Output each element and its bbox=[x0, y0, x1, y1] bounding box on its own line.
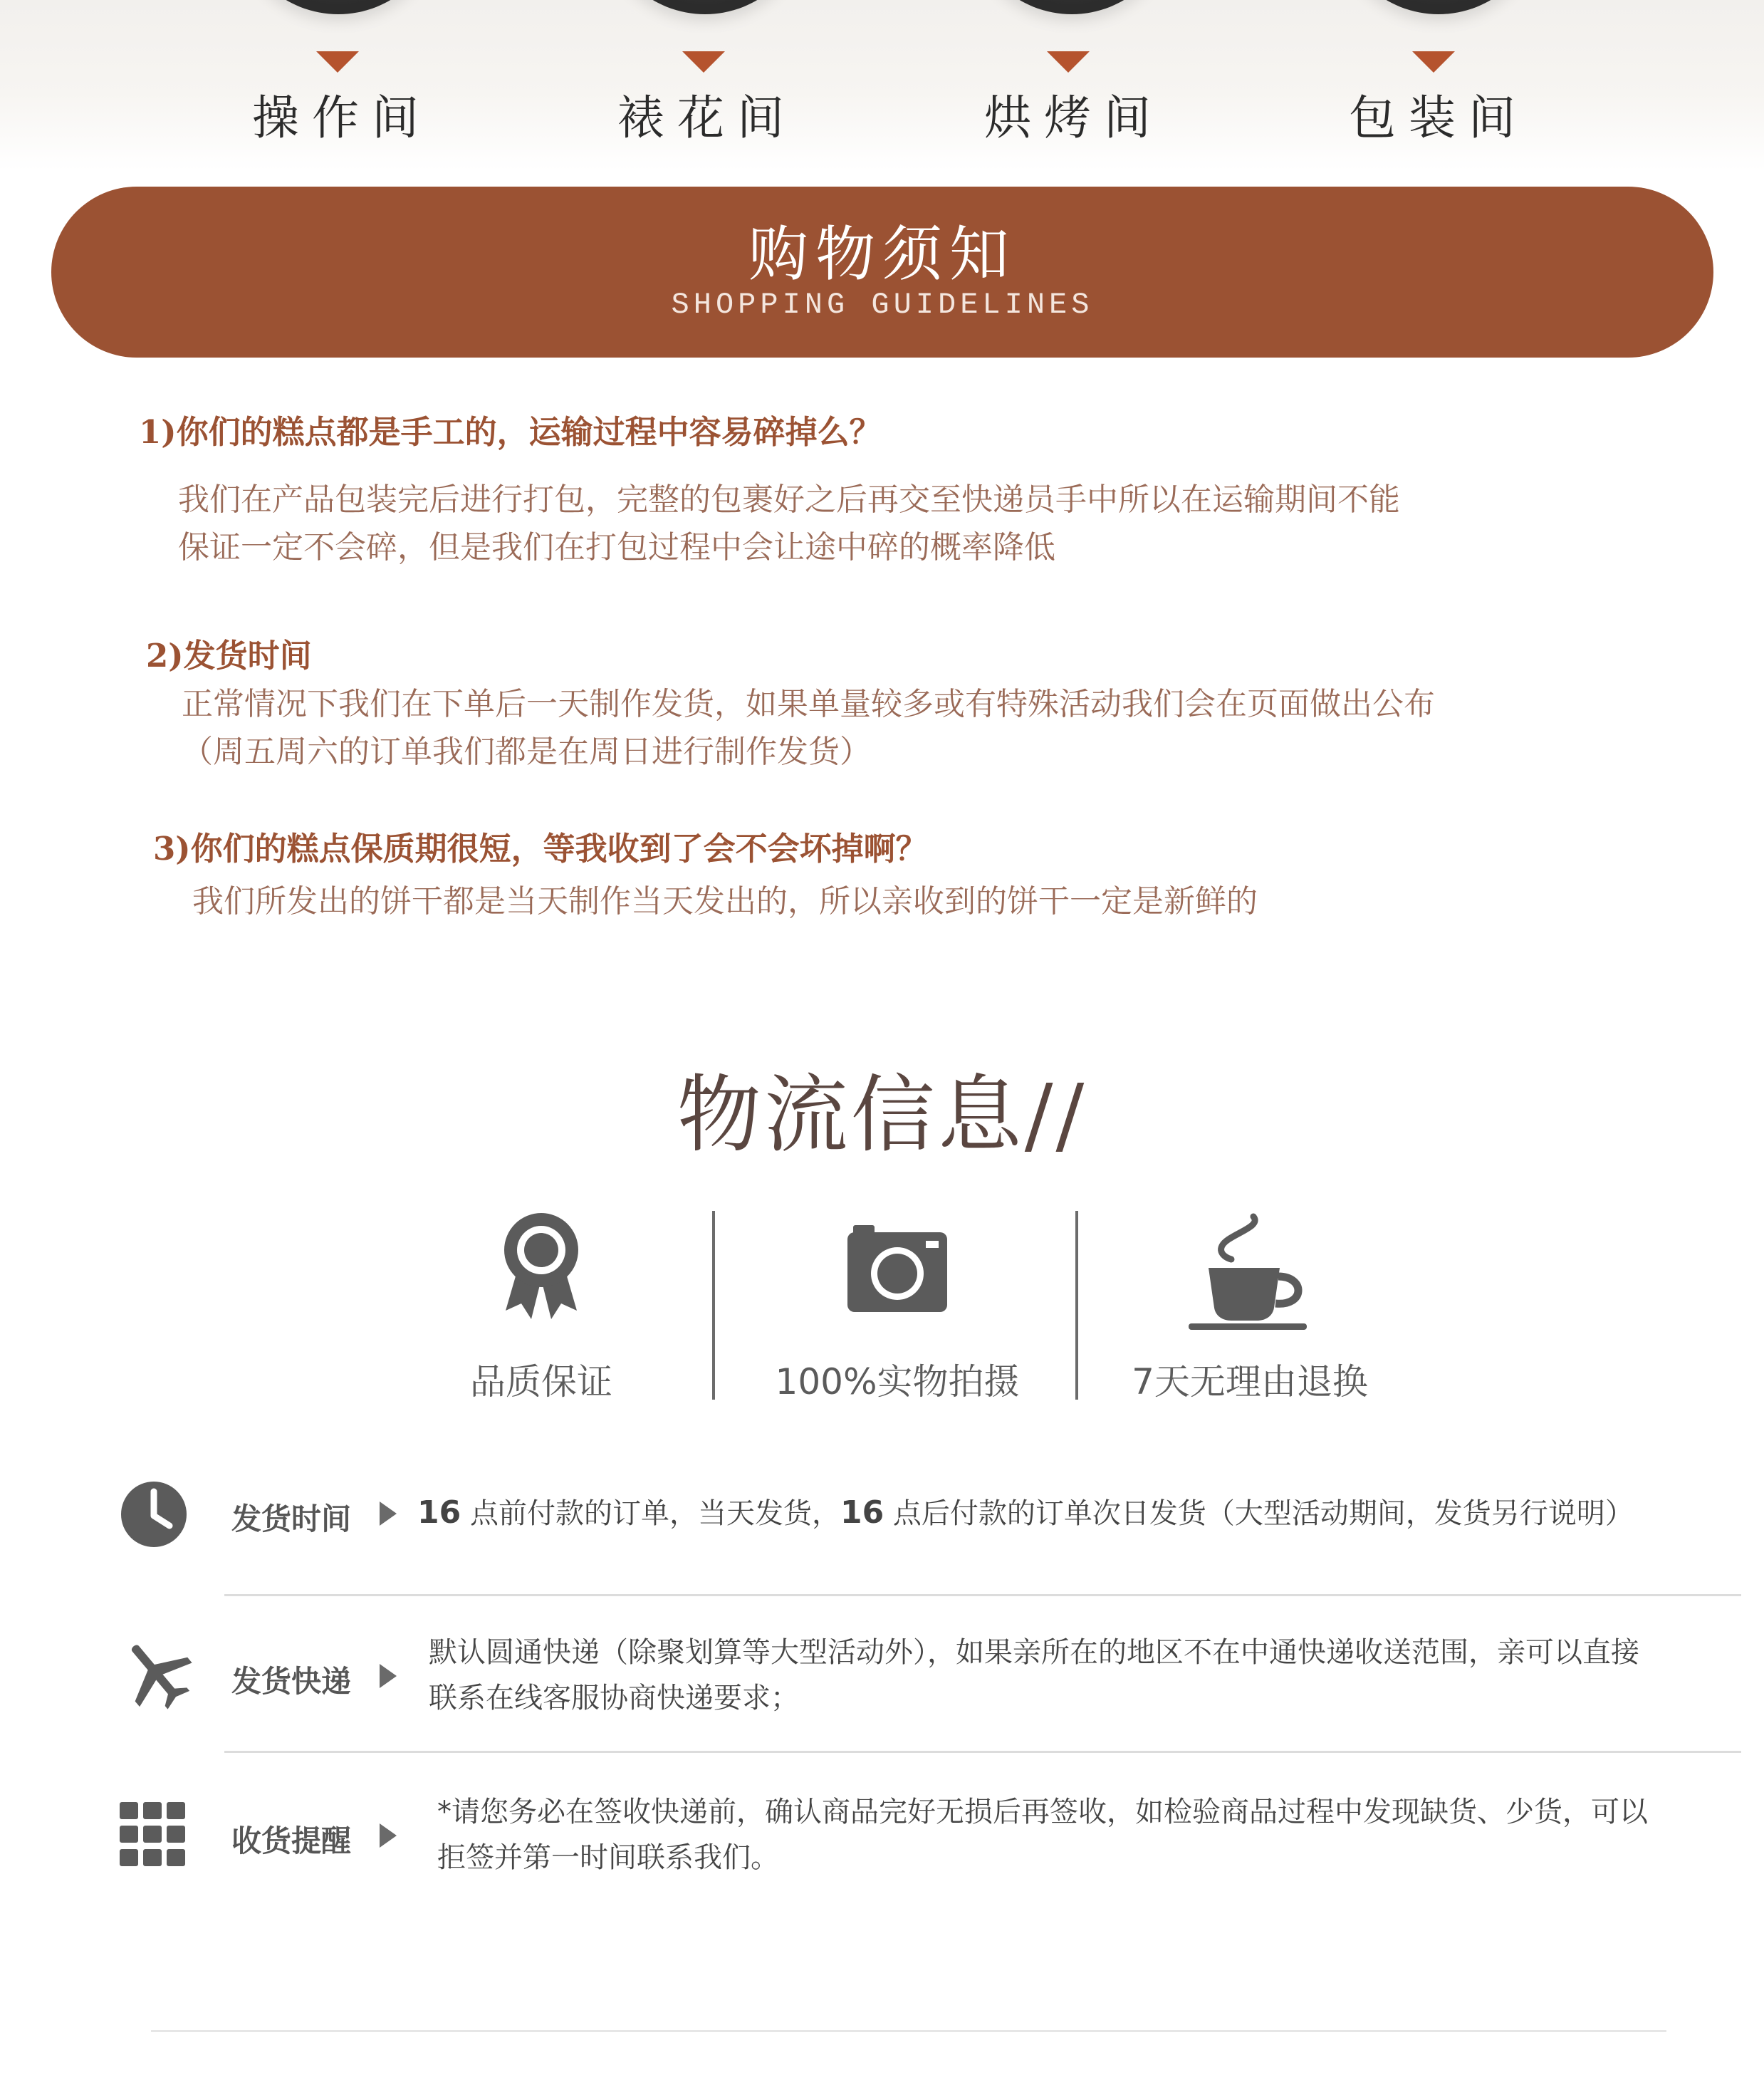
faq-answer-line: 我们在产品包装完后进行打包，完整的包裹好之后再交至快递员手中所以在运输期间不能 bbox=[178, 482, 1400, 518]
faq-answer-line: 我们所发出的饼干都是当天制作当天发出的，所以亲收到的饼干一定是新鲜的 bbox=[192, 883, 1258, 920]
faq-answer-line: 正常情况下我们在下单后一天制作发货，如果单量较多或有特殊活动我们会在页面做出公布 bbox=[182, 686, 1435, 722]
clock-icon bbox=[120, 1480, 188, 1551]
triangle-right-icon bbox=[380, 1502, 397, 1526]
caret-down-icon bbox=[682, 51, 725, 73]
feature-label: 100%实物拍摄 bbox=[775, 1361, 1020, 1402]
faq-question: 3)你们的糕点保质期很短，等我收到了会不会坏掉啊？ bbox=[153, 830, 928, 868]
info-text-part: 点前付款的订单，当天发货， bbox=[461, 1497, 840, 1530]
caret-down-icon bbox=[1047, 51, 1090, 73]
feature-label: 品质保证 bbox=[470, 1361, 612, 1402]
grid-icon bbox=[120, 1802, 185, 1870]
caret-down-icon bbox=[1412, 51, 1455, 73]
info-text-line: 联系在线客服协商快递要求； bbox=[429, 1682, 799, 1714]
info-row-shipping-time bbox=[120, 1480, 1747, 1566]
workshop-photo bbox=[239, 0, 438, 14]
info-text-part: 点后付款的订单次日发货（大型活动期间，发货另行说明） bbox=[884, 1497, 1634, 1530]
workshop-photo bbox=[605, 0, 805, 14]
feature-real-photos bbox=[730, 1211, 1065, 1410]
info-title: 发货快递 bbox=[231, 1664, 352, 1699]
faq-answer-line: （周五周六的订单我们都是在周日进行制作发货） bbox=[182, 734, 871, 770]
camera-icon bbox=[730, 1211, 1065, 1325]
hour-number: 16 bbox=[417, 1494, 461, 1531]
workshop-label-baking: 烘烤间 bbox=[984, 90, 1164, 145]
caret-down-icon bbox=[316, 51, 359, 73]
banner-title: 购物须知 bbox=[748, 219, 1016, 289]
info-text-line: *请您务必在签收快递前，确认商品完好无损后再签收，如检验商品过程中发现缺货、少货，可以 bbox=[437, 1796, 1648, 1828]
info-text-line: 默认圆通快递（除聚划算等大型活动外），如果亲所在的地区不在中通快递收送范围，亲可以直接 bbox=[429, 1636, 1639, 1669]
shopping-guidelines-banner bbox=[51, 187, 1713, 358]
triangle-right-icon bbox=[380, 1664, 397, 1688]
info-text-line: 拒签并第一时间联系我们。 bbox=[437, 1841, 779, 1874]
feature-quality bbox=[374, 1211, 709, 1410]
banner-subtitle: SHOPPING GUIDELINES bbox=[671, 288, 1094, 322]
divider bbox=[712, 1211, 715, 1400]
award-ribbon-icon bbox=[374, 1211, 709, 1325]
faq-question: 1)你们的糕点都是手工的，运输过程中容易碎掉么？ bbox=[139, 413, 882, 451]
workshop-strip bbox=[0, 0, 1764, 171]
workshop-label-decorating: 裱花间 bbox=[617, 90, 797, 145]
workshop-label-operation: 操作间 bbox=[252, 90, 432, 145]
info-row-courier bbox=[120, 1630, 1747, 1744]
row-divider bbox=[224, 1751, 1741, 1753]
workshop-photo bbox=[972, 0, 1171, 14]
workshop-label-packaging: 包装间 bbox=[1349, 90, 1528, 145]
info-row-receipt-reminder bbox=[120, 1786, 1747, 1900]
triangle-right-icon bbox=[380, 1823, 397, 1848]
feature-seven-day-return bbox=[1082, 1211, 1417, 1410]
coffee-cup-icon bbox=[1082, 1211, 1417, 1332]
info-text bbox=[417, 1490, 1634, 1536]
workshop-photo bbox=[1339, 0, 1538, 14]
hour-number: 16 bbox=[840, 1494, 884, 1531]
info-title: 收货提醒 bbox=[231, 1823, 352, 1858]
info-title: 发货时间 bbox=[231, 1502, 352, 1536]
airplane-icon bbox=[120, 1637, 194, 1714]
feature-label: 7天无理由退换 bbox=[1132, 1361, 1368, 1402]
row-divider bbox=[224, 1594, 1741, 1596]
faq-answer-line: 保证一定不会碎，但是我们在打包过程中会让途中碎的概率降低 bbox=[178, 529, 1055, 566]
bottom-divider bbox=[151, 2030, 1666, 2032]
faq-question: 2)发货时间 bbox=[146, 637, 312, 675]
divider bbox=[1075, 1211, 1078, 1400]
logistics-title: 物流信息// bbox=[677, 1066, 1087, 1164]
